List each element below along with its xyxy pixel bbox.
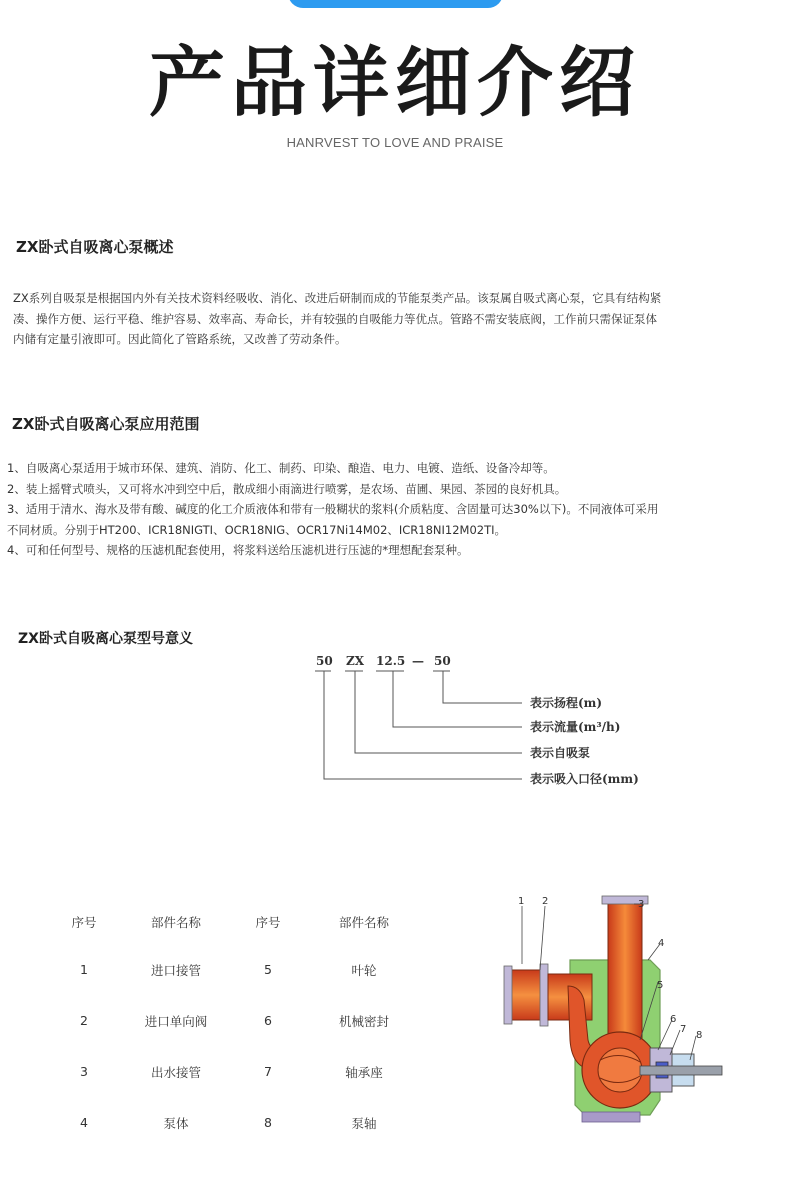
pump-label-1: 1 (518, 896, 525, 907)
pump-label-3: 3 (638, 899, 645, 910)
code-part-flow: 12.5 (376, 654, 406, 668)
application-line: 4、可和任何型号、规格的压滤机配套使用，将浆料送给压滤机进行压滤的*理想配套泵种。 (7, 543, 469, 557)
pump-label-4: 4 (658, 938, 665, 949)
cell: 5 (264, 962, 272, 977)
col-header-name: 部件名称 (150, 915, 201, 930)
table-row (38, 1046, 414, 1097)
table-row (38, 1097, 414, 1148)
application-line: 1、自吸离心泵适用于城市环保、建筑、消防、化工、制药、印染、酿造、电力、电镀、造纸、设备冷却等。 (7, 461, 555, 475)
cell: 2 (80, 1013, 88, 1028)
code-part-type: ZX (346, 654, 365, 668)
application-line: 不同材质。分别于HT200、ICR18NIGTI、OCR18NIG、OCR17Ni14M02、ICR18NI12M02TI。 (7, 522, 507, 537)
page-title: 产品详细介绍 (149, 38, 641, 127)
cell: 轴承座 (345, 1064, 383, 1080)
cell: 进口接管 (150, 962, 201, 978)
parts-table (38, 900, 414, 1148)
pump-label-8: 8 (696, 1030, 703, 1041)
col-header-name: 部件名称 (338, 915, 389, 930)
cell: 进口单向阀 (144, 1013, 208, 1029)
cell: 泵轴 (351, 1115, 377, 1131)
table-header-row (38, 900, 414, 944)
model-heading: ZX卧式自吸离心泵型号意义 (18, 631, 193, 647)
pump-label-5: 5 (657, 980, 664, 991)
application-line: 2、装上摇臂式喷头，又可将水冲到空中后，散成细小雨滴进行喷雾，是农场、苗圃、果园、茶园的良好机具。 (7, 481, 567, 496)
code-part-head: 50 (434, 654, 451, 668)
pump-label-2: 2 (542, 896, 549, 907)
table-row (38, 995, 414, 1046)
cell: 机械密封 (338, 1013, 389, 1029)
cell: 出水接管 (150, 1064, 201, 1080)
pump-label-7: 7 (680, 1024, 687, 1035)
overview-line: 内储有定量引液即可。因此简化了管路系统，又改善了劳动条件。 (13, 332, 347, 346)
code-part-dash: — (412, 654, 424, 668)
pump-shaft-shape (640, 1066, 722, 1075)
top-tab-pill (288, 0, 503, 8)
cell: 叶轮 (351, 962, 377, 978)
table-row (38, 944, 414, 995)
overview-line: ZX系列自吸泵是根据国内外有关技术资料经吸收、消化、改进后研制而成的节能泵类产品。该泵属自吸式离心泵，它具有结构紧 (13, 291, 662, 305)
meaning-head: 表示扬程(m) (530, 696, 603, 710)
meaning-flow: 表示流量(m³/h) (530, 720, 621, 734)
pump-label-6: 6 (670, 1014, 677, 1025)
cell: 8 (264, 1115, 272, 1130)
pump-cross-section-diagram (500, 890, 725, 1130)
cell: 泵体 (163, 1115, 189, 1131)
cell: 1 (80, 962, 88, 977)
model-code-diagram (300, 645, 660, 805)
overview-text (13, 288, 783, 350)
cell: 6 (264, 1013, 272, 1028)
col-header-no: 序号 (255, 915, 281, 930)
meaning-self-priming: 表示自吸泵 (530, 746, 591, 760)
application-line: 3、适用于清水、海水及带有酸、碱度的化工介质液体和带有一般糊状的浆料(介质粘度、含固量可达30%以下)。不同液体可采用 (7, 502, 659, 516)
page-subtitle: HANRVEST TO LOVE AND PRAISE (286, 135, 504, 150)
cell: 3 (80, 1064, 88, 1079)
meaning-inlet-diameter: 表示吸入口径(mm) (530, 772, 639, 786)
cell: 4 (80, 1115, 88, 1130)
overview-heading: ZX卧式自吸离心泵概述 (16, 238, 174, 256)
overview-line: 凑、操作方便、运行平稳、维护容易、效率高、寿命长，并有较强的自吸能力等优点。管路不需安装底阀，工作前只需保证泵体 (13, 311, 657, 326)
cell: 7 (264, 1064, 272, 1079)
code-part-size: 50 (316, 654, 333, 668)
application-heading: ZX卧式自吸离心泵应用范围 (12, 415, 200, 433)
col-header-no: 序号 (71, 915, 97, 930)
application-text (7, 458, 783, 561)
